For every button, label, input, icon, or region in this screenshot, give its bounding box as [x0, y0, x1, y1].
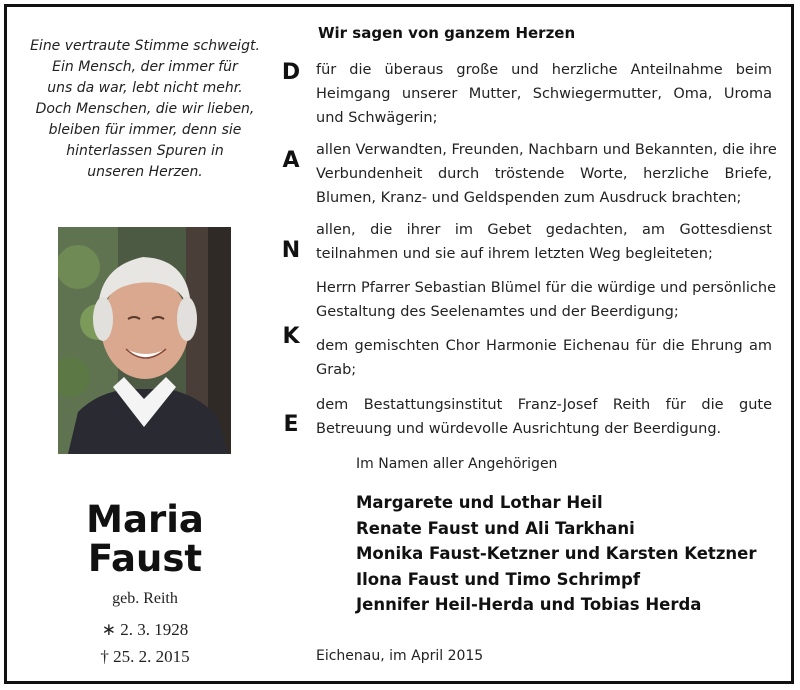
thanks-paragraph [316, 138, 777, 210]
paragraph-line: dem gemischten Chor Harmonie Eichenau für die Ehrung am [316, 338, 772, 354]
paragraph-line: Grab; [316, 362, 357, 378]
danke-letter: A [282, 148, 300, 173]
thanks-paragraph [316, 218, 772, 266]
danke-letter: D [281, 60, 301, 85]
first-name: Maria [86, 498, 204, 541]
thanks-paragraph [316, 334, 772, 382]
signer: Jennifer Heil-Herda und Tobias Herda [356, 595, 702, 614]
poem-line: Ein Mensch, der immer für [52, 59, 238, 75]
birth-name: geb. Reith [112, 590, 178, 607]
danke-letter: K [282, 324, 300, 349]
thanks-paragraph [316, 393, 772, 441]
poem-line: Eine vertraute Stimme schweigt. [30, 38, 260, 54]
paragraph-line: Verbundenheit durch tröstende Worte, herzliche Briefe, [316, 166, 772, 182]
paragraph-line: Blumen, Kranz- und Geldspenden zum Ausdruck brachten; [316, 190, 742, 206]
paragraph-line: teilnahmen und sie auf ihrem letzten Weg begleiteten; [316, 246, 713, 262]
poem-line: unseren Herzen. [87, 164, 203, 180]
paragraph-line: dem Bestattungsinstitut Franz-Josef Reith für die gute [316, 397, 772, 413]
paragraph-line: Heimgang unserer Mutter, Schwiegermutter, Oma, Uroma [316, 86, 772, 102]
paragraph-line: und Schwägerin; [316, 110, 438, 126]
poem-line: Doch Menschen, die wir lieben, [35, 101, 255, 117]
signers-list [356, 490, 757, 618]
paragraph-line: allen Verwandten, Freunden, Nachbarn und Bekannten, die ihre [316, 142, 777, 158]
signer: Ilona Faust und Timo Schrimpf [356, 569, 641, 589]
paragraph-line: Herrn Pfarrer Sebastian Blümel für die würdige und persönliche [316, 280, 777, 296]
paragraph-line: Betreuung und würdevolle Ausrichtung der Beerdigung. [316, 421, 722, 437]
danke-letter: N [281, 238, 301, 263]
signer: Margarete und Lothar Heil [356, 493, 603, 512]
signature-intro: Im Namen aller Angehörigen [356, 456, 558, 472]
danke-letter: E [283, 412, 299, 437]
paragraph-line: Gestaltung des Seelenamtes und der Beerdigung; [316, 304, 679, 320]
paragraph-line: für die überaus große und herzliche Anteilnahme beim [316, 62, 772, 78]
thanks-heading: Wir sagen von ganzem Herzen [318, 24, 576, 42]
poem-line: uns da war, lebt nicht mehr. [47, 80, 243, 96]
memorial-poem [20, 36, 270, 183]
poem-line: hinterlassen Spuren in [66, 143, 224, 159]
birth-date: ∗ 2. 3. 1928 [101, 620, 189, 639]
portrait-photo [58, 227, 231, 454]
thanks-paragraph [316, 58, 772, 130]
place-date: Eichenau, im April 2015 [316, 648, 484, 664]
last-name: Faust [87, 537, 203, 580]
signer: Renate Faust und Ali Tarkhani [356, 518, 635, 538]
deceased-name [40, 500, 250, 578]
thanks-paragraph [316, 276, 777, 324]
poem-line: bleiben für immer, denn sie [48, 122, 242, 138]
signer: Monika Faust-Ketzner und Karsten Ketzner [356, 544, 757, 563]
death-date: † 25. 2. 2015 [100, 647, 190, 666]
paragraph-line: allen, die ihrer im Gebet gedachten, am Gottesdienst [316, 222, 772, 238]
